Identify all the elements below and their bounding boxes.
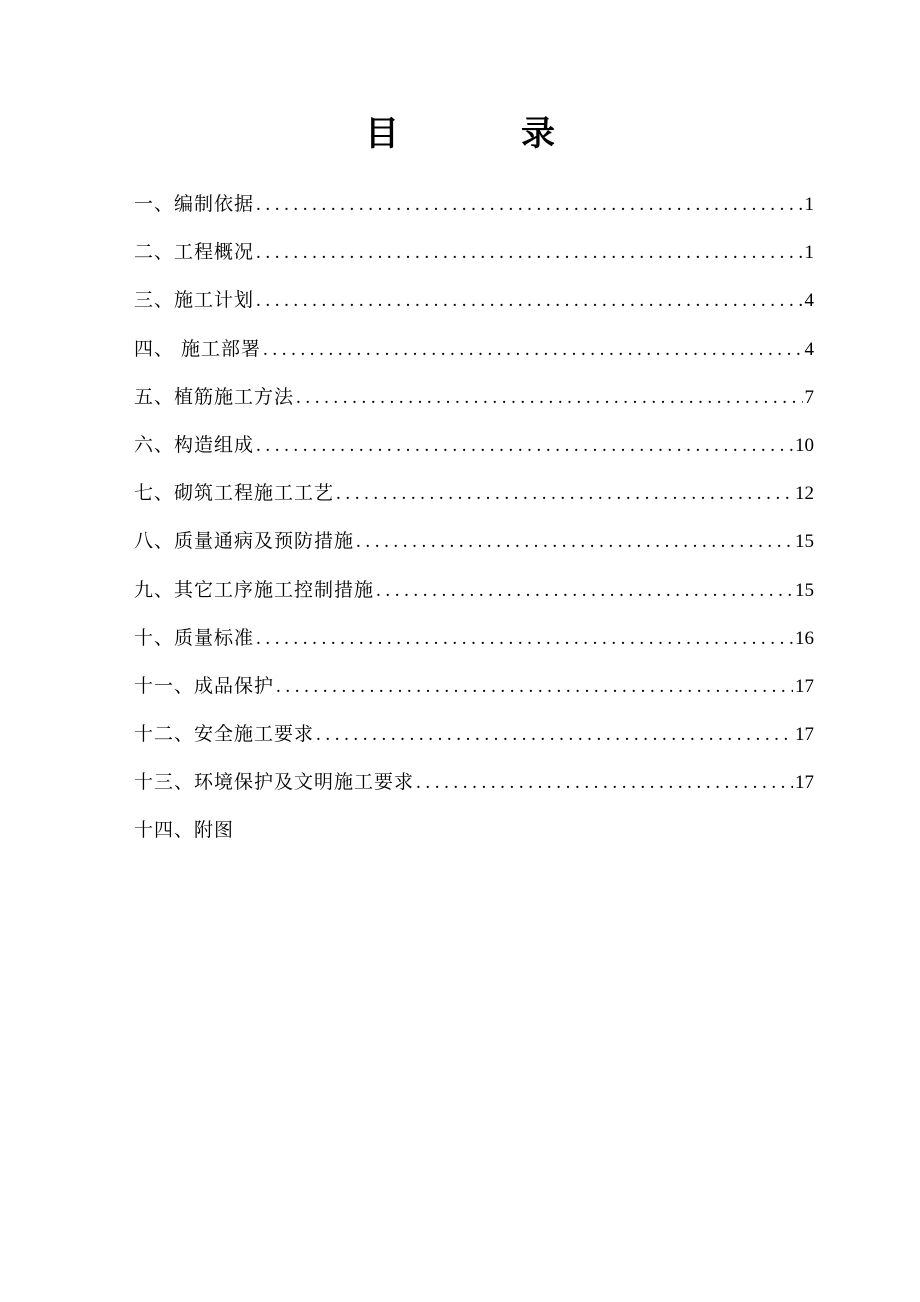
- toc-leader-dots: [336, 470, 793, 518]
- toc-entry-label: 十、质量标准: [134, 626, 255, 649]
- toc-leader-dots: [296, 374, 802, 422]
- toc-leader-dots: [416, 759, 793, 807]
- toc-entry[interactable]: [134, 517, 814, 565]
- toc-entry-label: 六、构造组成: [134, 433, 255, 456]
- toc-entry[interactable]: [134, 325, 814, 373]
- toc-leader-dots: [316, 711, 793, 759]
- toc-entry[interactable]: [134, 614, 814, 662]
- toc-entry-label: 九、其它工序施工控制措施: [134, 578, 375, 601]
- toc-leader-dots: [376, 567, 793, 615]
- toc-entry[interactable]: [134, 566, 814, 614]
- toc-entry-page: 4: [804, 338, 814, 360]
- toc-entry-page: 12: [795, 483, 814, 505]
- toc-leader-dots: [263, 326, 802, 374]
- toc-entry-label: 三、施工计划: [134, 289, 255, 312]
- toc-entry-page: 17: [795, 675, 814, 697]
- toc-entry[interactable]: [134, 180, 814, 228]
- toc-entry-page: 10: [795, 434, 814, 456]
- toc-entry-label: 八、质量通病及预防措施: [134, 530, 355, 553]
- toc-title: 目 录: [365, 114, 599, 154]
- toc-leader-dots: [256, 229, 802, 277]
- table-of-contents: [134, 180, 814, 855]
- toc-entry[interactable]: [134, 228, 814, 276]
- toc-entry[interactable]: [134, 276, 814, 324]
- toc-entry-page: 7: [804, 386, 814, 408]
- toc-leader-dots: [256, 277, 802, 325]
- toc-entry[interactable]: [134, 662, 814, 710]
- toc-entry-label: 一、编制依据: [134, 193, 255, 215]
- toc-entry-page: 1: [804, 194, 814, 215]
- toc-entry-label: 十四、附图: [134, 819, 235, 842]
- toc-entry[interactable]: [134, 710, 814, 758]
- toc-leader-dots: [256, 422, 793, 470]
- toc-entry-page: 4: [804, 290, 814, 312]
- toc-entry-page: 17: [795, 724, 814, 746]
- toc-entry-label: 四、 施工部署: [134, 337, 262, 360]
- toc-entry-page: 15: [795, 531, 814, 553]
- toc-entry-label: 十一、成品保护: [134, 674, 275, 697]
- toc-entry-page: 1: [804, 242, 814, 264]
- toc-leader-dots: [256, 615, 793, 663]
- toc-entry[interactable]: [134, 373, 814, 421]
- toc-leader-dots: [256, 181, 802, 229]
- toc-entry[interactable]: [134, 758, 814, 806]
- toc-leader-dots: [276, 663, 793, 711]
- toc-entry-page: 17: [795, 772, 814, 794]
- toc-entry-label: 十二、安全施工要求: [134, 723, 315, 746]
- toc-entry[interactable]: [134, 469, 814, 517]
- toc-entry-page: 15: [795, 579, 814, 601]
- toc-entry-label: 十三、环境保护及文明施工要求: [134, 771, 415, 794]
- toc-entry-label: 七、砌筑工程施工工艺: [134, 482, 335, 505]
- toc-entry-page: 16: [795, 627, 814, 649]
- toc-entry[interactable]: [134, 421, 814, 469]
- toc-entry[interactable]: [134, 806, 814, 854]
- toc-entry-label: 二、工程概况: [134, 241, 255, 264]
- toc-entry-label: 五、植筋施工方法: [134, 385, 295, 408]
- toc-leader-dots: [356, 518, 793, 566]
